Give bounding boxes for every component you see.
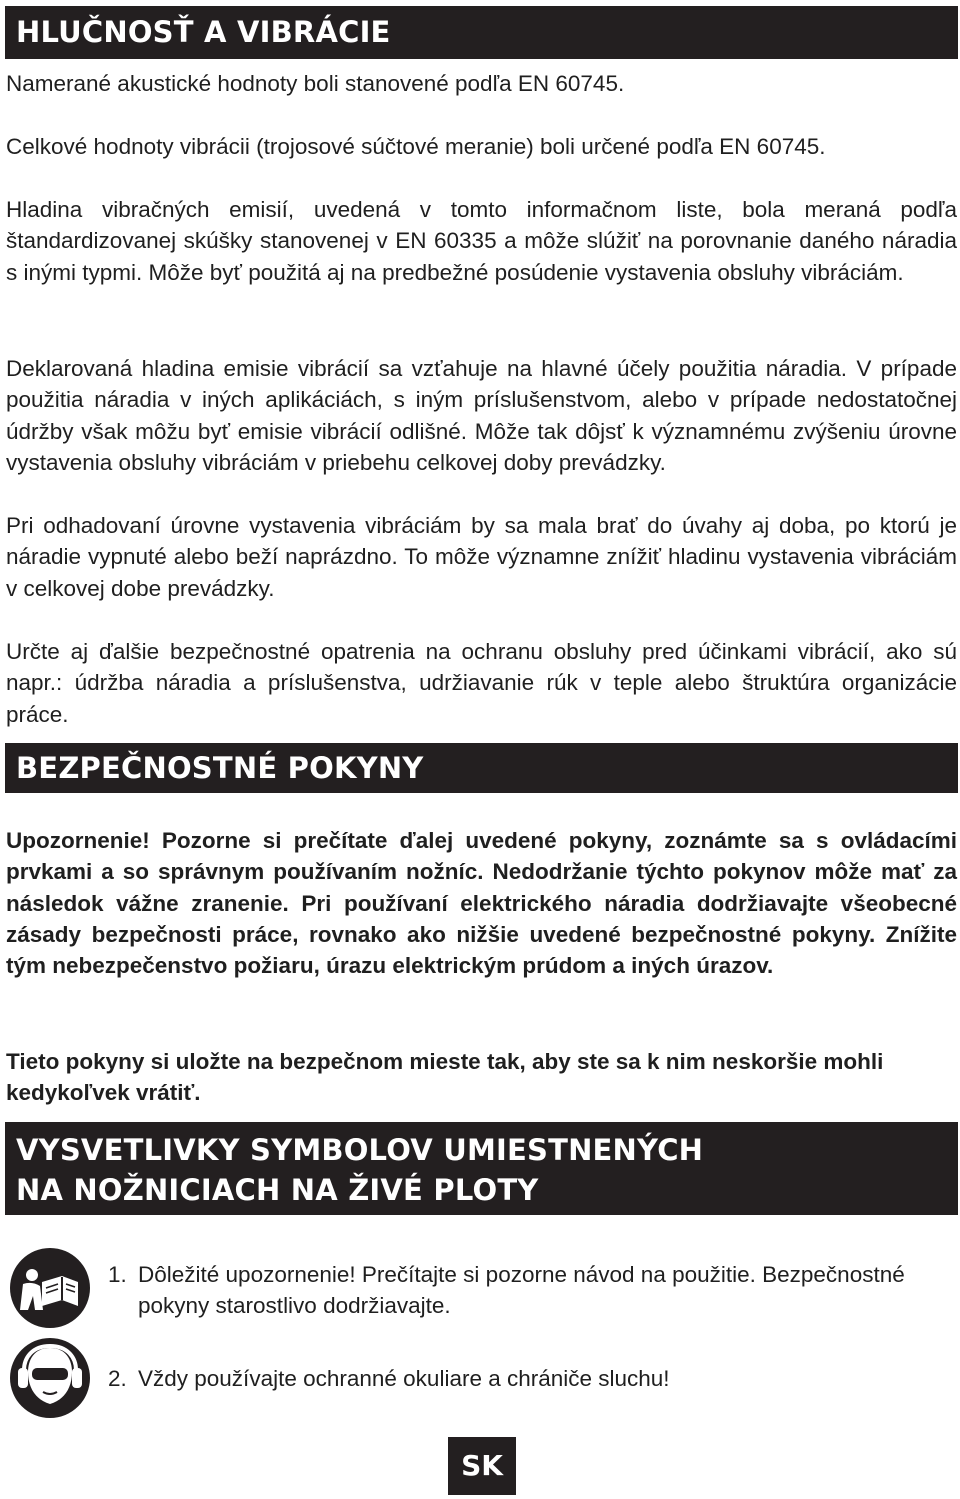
list-item-text: Dôležité upozornenie! Prečítajte si pozorne návod na použitie. Bezpečnostné pokyny starostlivo dodržiavajte. — [138, 1262, 905, 1319]
language-badge: SK — [448, 1437, 516, 1495]
section-heading-symbols — [5, 1122, 958, 1215]
paragraph-measures: Určte aj ďalšie bezpečnostné opatrenia na ochranu obsluhy pred účinkami vibrácií, ako sú napr.: údržba náradia a príslušenstva, udržiavanie rúk v teple alebo štruktúra organizácie práce. — [6, 639, 957, 727]
goggles-earmuffs-icon — [10, 1338, 90, 1418]
list-item — [108, 1363, 938, 1394]
heading-line-1: VYSVETLIVKY SYMBOLOV UMIESTNENÝCH — [16, 1133, 704, 1167]
list-item-number: 1. — [108, 1262, 127, 1287]
section-heading-noise-vibration — [5, 6, 958, 59]
read-manual-icon — [10, 1248, 90, 1328]
list-item-number: 2. — [108, 1366, 127, 1391]
heading-text: BEZPEČNOSTNÉ POKYNY — [16, 751, 424, 785]
paragraph-emission-level: Hladina vibračných emisií, uvedená v tomto informačnom liste, bola meraná podľa štandardizovanej skúšky stanovenej v EN 60335 a môže slúžiť na porovnanie daného náradia s inými typmi. Môže byť použitá aj na predbežné posúdenie vystavenia obsluhy vibráciám. — [6, 197, 957, 285]
section-heading-safety — [5, 743, 958, 793]
paragraph-warning: Upozornenie! Pozorne si prečítate ďalej uvedené pokyny, zoznámte sa s ovládacími prvkami a so správnym používaním nožníc. Nedodržanie týchto pokynov môže mať za následok vážne zranenie. Pri používaní elektrického náradia dodržiavajte všeobecné zásady bezpečnosti práce, rovnako ako nižšie uvedené bezpečnostné pokyny. Znížite tým nebezpečenstvo požiaru, úrazu elektrickým prúdom a iných úrazov. — [6, 828, 957, 979]
paragraph-vibration-totals: Celkové hodnoty vibrácii (trojosové súčtové meranie) boli určené podľa EN 60745. — [6, 134, 826, 159]
paragraph-keep-instructions: Tieto pokyny si uložte na bezpečnom mieste tak, aby ste sa k nim neskoršie mohli kedykoľvek vrátiť. — [6, 1049, 884, 1106]
heading-text: HLUČNOSŤ A VIBRÁCIE — [16, 15, 391, 49]
heading-line-2: NA NOŽNICIACH NA ŽIVÉ PLOTY — [16, 1173, 539, 1207]
paragraph-estimation: Pri odhadovaní úrovne vystavenia vibráciám by sa mala brať do úvahy aj doba, po ktorú je náradie vypnuté alebo beží naprázdno. To môže významne znížiť hladinu vystavenia vibráciám v celkovej dobe prevádzky. — [6, 513, 957, 601]
list-item — [108, 1259, 938, 1322]
list-item-text: Vždy používajte ochranné okuliare a chrániče sluchu! — [138, 1366, 670, 1391]
paragraph-declared-emission: Deklarovaná hladina emisie vibrácií sa vzťahuje na hlavné účely použitia náradia. V prípade použitia náradia v iných aplikáciách, s iným príslušenstvom, alebo v prípade nedostatočnej údržby však môžu byť emisie vibrácií odlišné. Môže tak dôjsť k významnému zvýšeniu úrovne vystavenia obsluhy vibráciám v priebehu celkovej doby prevádzky. — [6, 356, 957, 475]
paragraph-acoustic: Namerané akustické hodnoty boli stanovené podľa EN 60745. — [6, 71, 625, 96]
